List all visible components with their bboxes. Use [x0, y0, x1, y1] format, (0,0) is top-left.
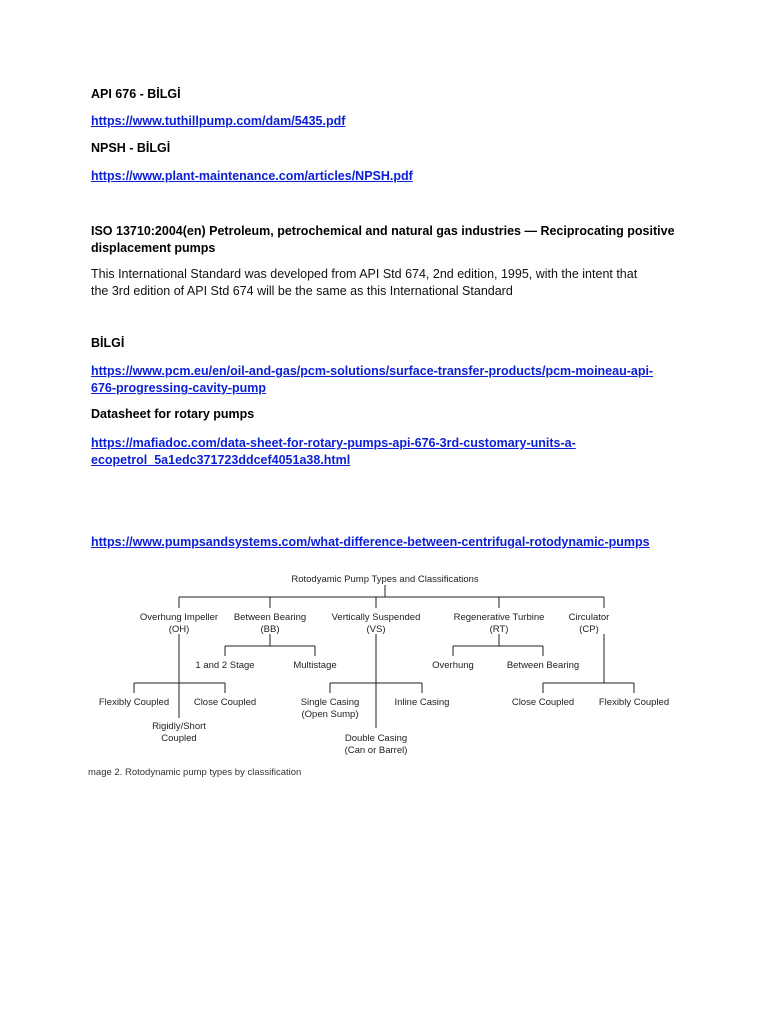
node-oh-line2: (OH) — [168, 624, 190, 635]
node-cp-flexibly-coupled: Flexibly Coupled — [598, 697, 670, 708]
heading-datasheet: Datasheet for rotary pumps — [91, 407, 255, 421]
link-pcm-text-2[interactable]: 676-progressing-cavity-pump — [91, 381, 267, 395]
node-cp-line1: Circulator — [568, 612, 610, 623]
link-plant-maintenance-text[interactable]: https://www.plant-maintenance.com/articles/NPSH.pdf — [91, 169, 413, 183]
link-pumpsandsystems-text[interactable]: https://www.pumpsandsystems.com/what-difference-between-centrifugal-rotodynamic-pumps — [91, 535, 650, 549]
node-vs-single-line1: Single Casing — [300, 697, 360, 708]
node-rt-line2: (RT) — [489, 624, 509, 635]
heading-npsh: NPSH - BİLGİ — [91, 141, 171, 155]
node-bb-line2: (BB) — [260, 624, 280, 635]
node-bb-multistage: Multistage — [293, 660, 337, 671]
iso-text-line1: This International Standard was developed from API Std 674, 2nd edition, 1995, with the intent that — [91, 267, 638, 281]
iso-title-line2: displacement pumps — [91, 241, 216, 255]
node-cp-close-coupled: Close Coupled — [511, 697, 575, 708]
link-mafiadoc-text-1[interactable]: https://mafiadoc.com/data-sheet-for-rotary-pumps-api-676-3rd-customary-units-a- — [91, 436, 576, 450]
node-vs-single-line2: (Open Sump) — [301, 709, 359, 720]
node-vs-double-line2: (Can or Barrel) — [344, 745, 408, 756]
link-mafiadoc-text-2[interactable]: ecopetrol_5a1edc371723ddcef4051a38.html — [91, 453, 351, 467]
iso-text-line2: the 3rd edition of API Std 674 will be the same as this International Standard — [91, 284, 513, 298]
node-oh-rigidly-line2: Coupled — [161, 733, 197, 744]
diagram-title: Rotodyamic Pump Types and Classifications — [291, 574, 479, 585]
node-rt-line1: Regenerative Turbine — [453, 612, 545, 623]
node-vs-double-line1: Double Casing — [344, 733, 408, 744]
node-vs-inline: Inline Casing — [394, 697, 450, 708]
heading-bilgi: BİLGİ — [91, 336, 125, 350]
node-oh-flexibly-coupled: Flexibly Coupled — [98, 697, 170, 708]
node-oh-line1: Overhung Impeller — [139, 612, 219, 623]
link-pcm-text-1[interactable]: https://www.pcm.eu/en/oil-and-gas/pcm-solutions/surface-transfer-products/pcm-moineau-api- — [91, 364, 654, 378]
node-cp-line2: (CP) — [579, 624, 599, 635]
link-tuthill-text[interactable]: https://www.tuthillpump.com/dam/5435.pdf — [91, 114, 346, 128]
node-rt-overhung: Overhung — [432, 660, 474, 671]
node-rt-between-bearing: Between Bearing — [506, 660, 580, 671]
node-bb-line1: Between Bearing — [233, 612, 307, 623]
iso-title-line1: ISO 13710:2004(en) Petroleum, petrochemical and natural gas industries — Reciprocating positive — [91, 224, 675, 238]
node-vs-line2: (VS) — [366, 624, 386, 635]
node-vs-line1: Vertically Suspended — [331, 612, 421, 623]
diagram-caption: mage 2. Rotodynamic pump types by classification — [88, 767, 302, 778]
heading-api-676: API 676 - BİLGİ — [91, 87, 181, 101]
node-oh-rigidly-line1: Rigidly/Short — [152, 721, 206, 732]
node-oh-close-coupled: Close Coupled — [193, 697, 257, 708]
node-bb-stage: 1 and 2 Stage — [195, 660, 255, 671]
